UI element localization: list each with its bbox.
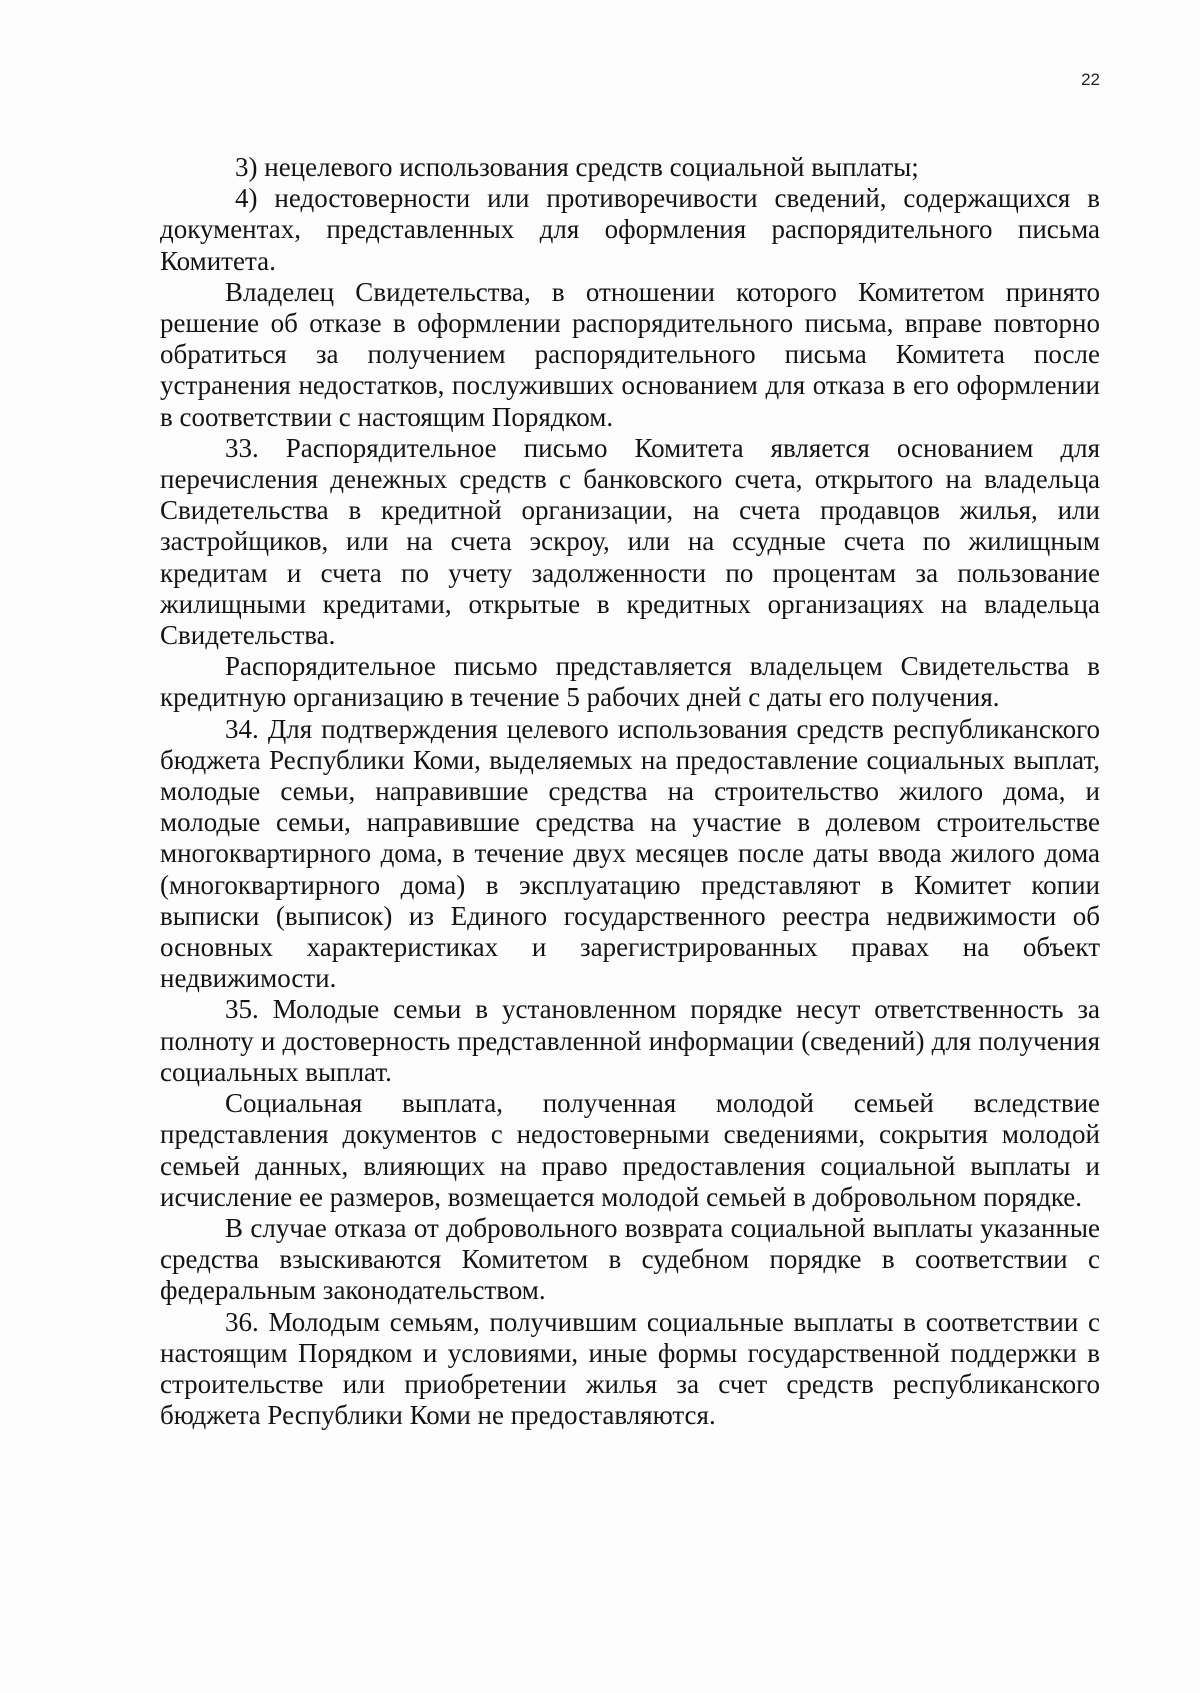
document-body bbox=[160, 152, 1100, 1431]
paragraph-34: 34. Для подтверждения целевого использования средств республиканского бюджета Республики Коми, выделяемых на предоставление социальных выплат, молодые семьи, направившие средства на строительство жилого дома, и молодые семьи, направившие средства на участие в долевом строительстве многоквартирного дома, в течение двух месяцев после даты ввода жилого дома (многоквартирного дома) в эксплуатацию представляют в Комитет копии выписки (выписок) из Единого государственного реестра недвижимости об основных характеристиках и зарегистрированных правах на объект недвижимости. bbox=[160, 713, 1100, 994]
paragraph-33: 33. Распорядительное письмо Комитета является основанием для перечисления денежных средств с банковского счета, открытого на владельца Свидетельства в кредитной организации, на счета продавцов жилья, или застройщиков, или на счета эскроу, или на ссудные счета по жилищным кредитам и счета по учету задолженности по процентам за пользование жилищными кредитами, открытые в кредитных организациях на владельца Свидетельства. bbox=[160, 432, 1100, 651]
page-number: 22 bbox=[1081, 70, 1100, 89]
paragraph-36: 36. Молодым семьям, получившим социальные выплаты в соответствии с настоящим Порядком и условиями, иные формы государственной поддержки в строительстве или приобретении жилья за счет средств республиканского бюджета Республики Коми не предоставляются. bbox=[160, 1306, 1100, 1431]
paragraph-item-4: 4) недостоверности или противоречивости сведений, содержащихся в документах, представленных для оформления распорядительного письма Комитета. bbox=[160, 183, 1100, 276]
paragraph-owner-reapply: Владелец Свидетельства, в отношении которого Комитетом принято решение об отказе в оформлении распорядительного письма, вправе повторно обратиться за получением распорядительного письма Комитета после устранения недостатков, послуживших основанием для отказа в его оформлении в соответствии с настоящим Порядком. bbox=[160, 276, 1100, 432]
paragraph-court-recovery: В случае отказа от добровольного возврата социальной выплаты указанные средства взыскиваются Комитетом в судебном порядке в соответствии с федеральным законодательством. bbox=[160, 1212, 1100, 1306]
paragraph-letter-submission: Распорядительное письмо представляется владельцем Свидетельства в кредитную организацию в течение 5 рабочих дней с даты его получения. bbox=[160, 651, 1100, 713]
paragraph-refund: Социальная выплата, полученная молодой семьей вследствие представления документов с недостоверными сведениями, сокрытия молодой семьей данных, влияющих на право предоставления социальной выплаты и исчисление ее размеров, возмещается молодой семьей в добровольном порядке. bbox=[160, 1088, 1100, 1212]
paragraph-item-3: 3) нецелевого использования средств социальной выплаты; bbox=[235, 152, 919, 182]
paragraph-35: 35. Молодые семьи в установленном порядке несут ответственность за полноту и достоверность представленной информации (сведений) для получения социальных выплат. bbox=[160, 994, 1100, 1087]
